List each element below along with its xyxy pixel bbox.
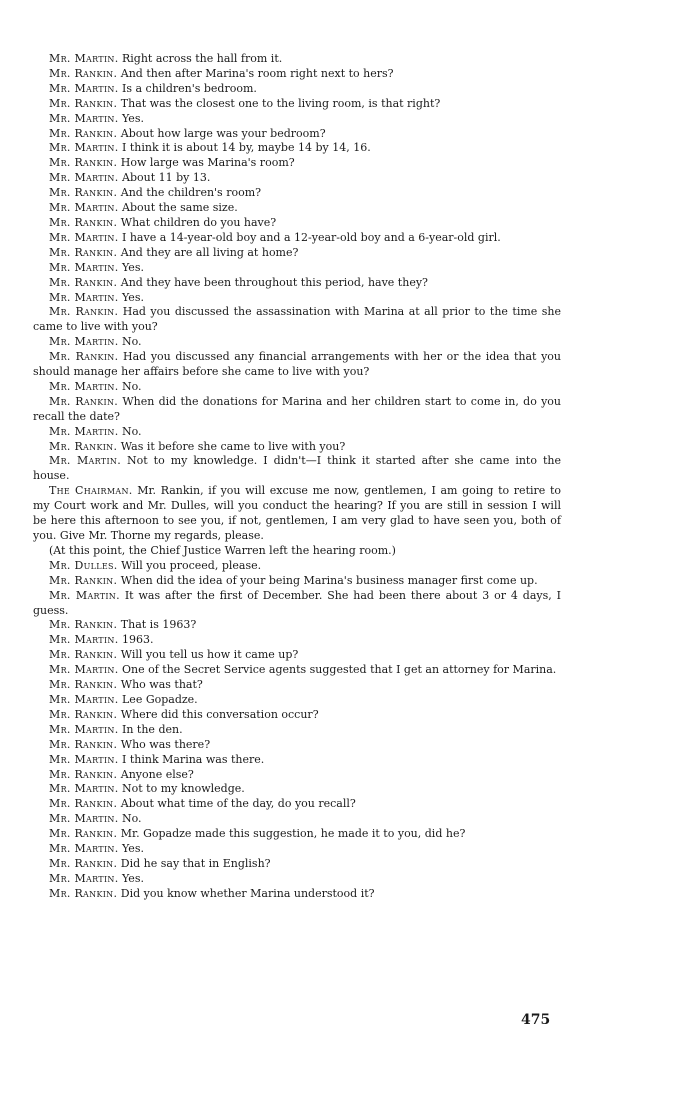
utterance-text: No.	[122, 424, 142, 438]
utterance-text: Will you proceed, please.	[121, 558, 262, 572]
utterance-text: Will you tell us how it came up?	[120, 648, 299, 662]
transcript-body	[33, 52, 561, 902]
speaker-label: Mr. Rankin.	[49, 275, 118, 289]
speaker-label: Mr. Martin.	[49, 871, 119, 885]
utterance-text: When did the idea of your being Marina's business manager first come up.	[120, 573, 538, 587]
speaker-label: Mr. Martin.	[49, 52, 119, 65]
speaker-label: Mr. Rankin.	[49, 678, 118, 692]
utterance-text: (At this point, the Chief Justice Warren left the hearing room.)	[49, 543, 396, 557]
transcript-paragraph	[33, 857, 561, 872]
speaker-label: The Chairman.	[49, 484, 133, 498]
transcript-paragraph	[33, 589, 561, 619]
transcript-paragraph	[33, 425, 561, 440]
transcript-paragraph	[33, 544, 561, 559]
speaker-label: Mr. Martin.	[49, 141, 119, 155]
utterance-text: Lee Gopadze.	[122, 692, 198, 706]
transcript-paragraph	[33, 648, 561, 663]
utterance-text: Anyone else?	[120, 767, 194, 781]
transcript-paragraph	[33, 440, 561, 455]
utterance-text: Did you know whether Marina understood it?	[120, 886, 375, 900]
transcript-paragraph	[33, 395, 561, 425]
speaker-label: Mr. Martin.	[49, 201, 119, 215]
speaker-label: Mr. Martin.	[49, 171, 119, 185]
speaker-label: Mr. Rankin.	[49, 305, 119, 319]
utterance-text: What children do you have?	[120, 215, 277, 229]
utterance-text: And then after Marina's room right next to hers?	[120, 66, 394, 80]
transcript-paragraph	[33, 753, 561, 768]
utterance-text: Is a children's bedroom.	[122, 81, 257, 95]
speaker-label: Mr. Rankin.	[49, 797, 118, 811]
utterance-text: How large was Marina's room?	[120, 156, 295, 170]
utterance-text: In the den.	[122, 722, 183, 736]
transcript-paragraph	[33, 246, 561, 261]
transcript-paragraph	[33, 872, 561, 887]
transcript-paragraph	[33, 335, 561, 350]
transcript-paragraph	[33, 887, 561, 902]
utterance-text: And the children's room?	[120, 186, 262, 200]
utterance-text: Who was there?	[120, 737, 211, 751]
speaker-label: Mr. Martin.	[49, 812, 119, 826]
utterance-text: Had you discussed the assassination with Marina at all prior to the time she came to live with you?	[33, 305, 561, 334]
utterance-text: That was the closest one to the living room, is that right?	[120, 96, 441, 110]
transcript-paragraph	[33, 305, 561, 335]
utterance-text: Yes.	[122, 260, 144, 274]
speaker-label: Mr. Martin.	[49, 111, 119, 125]
transcript-paragraph	[33, 559, 561, 574]
speaker-label: Mr. Martin.	[49, 379, 119, 393]
transcript-paragraph	[33, 708, 561, 723]
speaker-label: Mr. Rankin.	[49, 737, 118, 751]
transcript-paragraph	[33, 67, 561, 82]
transcript-paragraph	[33, 797, 561, 812]
speaker-label: Mr. Martin.	[49, 230, 119, 244]
speaker-label: Mr. Rankin.	[49, 439, 118, 453]
utterance-text: No.	[122, 379, 142, 393]
transcript-paragraph	[33, 484, 561, 544]
utterance-text: About how large was your bedroom?	[120, 126, 326, 140]
speaker-label: Mr. Martin.	[49, 588, 120, 602]
utterance-text: Yes.	[122, 871, 144, 885]
speaker-label: Mr. Rankin.	[49, 648, 118, 662]
utterance-text: Not to my knowledge.	[122, 782, 245, 796]
transcript-paragraph	[33, 82, 561, 97]
speaker-label: Mr. Martin.	[49, 663, 119, 677]
speaker-label: Mr. Rankin.	[49, 96, 118, 110]
transcript-paragraph	[33, 782, 561, 797]
utterance-text: I think Marina was there.	[122, 752, 265, 766]
transcript-paragraph	[33, 842, 561, 857]
utterance-text: That is 1963?	[120, 618, 197, 632]
utterance-text: 1963.	[122, 633, 154, 647]
speaker-label: Mr. Martin.	[49, 752, 119, 766]
transcript-paragraph	[33, 618, 561, 633]
utterance-text: Was it before she came to live with you?	[120, 439, 346, 453]
transcript-paragraph	[33, 768, 561, 783]
utterance-text: Mr. Rankin, if you will excuse me now, gentlemen, I am going to retire to my Court work and Mr. Dulles, will you conduct the hearing? If you are still in session I will be here this afternoon to see you, if not, gentlemen, I am very glad to have seen you, both of you. Give Mr. Thorne my regards, please.	[33, 484, 561, 542]
transcript-paragraph	[33, 291, 561, 306]
speaker-label: Mr. Martin.	[49, 81, 119, 95]
utterance-text: One of the Secret Service agents suggested that I get an attorney for Marina.	[122, 663, 557, 677]
speaker-label: Mr. Rankin.	[49, 245, 118, 259]
speaker-label: Mr. Rankin.	[49, 618, 118, 632]
speaker-label: Mr. Rankin.	[49, 66, 118, 80]
utterance-text: Had you discussed any financial arrangements with her or the idea that you should manage her affairs before she came to live with you?	[33, 350, 561, 379]
utterance-text: About what time of the day, do you recall?	[120, 797, 356, 811]
utterance-text: Mr. Gopadze made this suggestion, he made it to you, did he?	[120, 827, 466, 841]
transcript-paragraph	[33, 380, 561, 395]
speaker-label: Mr. Martin.	[49, 722, 119, 736]
transcript-paragraph	[33, 454, 561, 484]
transcript-paragraph	[33, 52, 561, 67]
transcript-paragraph	[33, 693, 561, 708]
speaker-label: Mr. Martin.	[49, 782, 119, 796]
transcript-paragraph	[33, 663, 561, 678]
utterance-text: Did he say that in English?	[120, 856, 271, 870]
utterance-text: About the same size.	[122, 201, 238, 215]
speaker-label: Mr. Dulles.	[49, 558, 118, 572]
transcript-paragraph	[33, 141, 561, 156]
utterance-text: I think it is about 14 by, maybe 14 by 14, 16.	[122, 141, 371, 155]
utterance-text: I have a 14-year-old boy and a 12-year-old boy and a 6-year-old girl.	[122, 230, 501, 244]
transcript-paragraph	[33, 574, 561, 589]
transcript-paragraph	[33, 276, 561, 291]
utterance-text: No.	[122, 335, 142, 349]
transcript-paragraph	[33, 171, 561, 186]
speaker-label: Mr. Rankin.	[49, 126, 118, 140]
transcript-paragraph	[33, 127, 561, 142]
transcript-paragraph	[33, 350, 561, 380]
utterance-text: Yes.	[122, 111, 144, 125]
utterance-text: Not to my knowledge. I didn't—I think it started after she came into the house.	[33, 454, 561, 483]
transcript-paragraph	[33, 827, 561, 842]
speaker-label: Mr. Rankin.	[49, 350, 119, 364]
speaker-label: Mr. Rankin.	[49, 156, 118, 170]
speaker-label: Mr. Rankin.	[49, 707, 118, 721]
utterance-text: About 11 by 13.	[122, 171, 211, 185]
utterance-text: Right across the hall from it.	[122, 52, 283, 65]
speaker-label: Mr. Martin.	[49, 633, 119, 647]
utterance-text: Where did this conversation occur?	[120, 707, 319, 721]
speaker-label: Mr. Martin.	[49, 290, 119, 304]
utterance-text: When did the donations for Marina and her children start to come in, do you recall the date?	[33, 394, 562, 423]
speaker-label: Mr. Rankin.	[49, 856, 118, 870]
transcript-paragraph	[33, 186, 561, 201]
utterance-text: Yes.	[122, 290, 144, 304]
transcript-paragraph	[33, 723, 561, 738]
transcript-paragraph	[33, 231, 561, 246]
transcript-paragraph	[33, 156, 561, 171]
speaker-label: Mr. Martin.	[49, 842, 119, 856]
speaker-label: Mr. Martin.	[49, 454, 121, 468]
speaker-label: Mr. Rankin.	[49, 573, 118, 587]
speaker-label: Mr. Martin.	[49, 335, 119, 349]
utterance-text: No.	[122, 812, 142, 826]
transcript-paragraph	[33, 633, 561, 648]
transcript-paragraph	[33, 97, 561, 112]
transcript-paragraph	[33, 738, 561, 753]
speaker-label: Mr. Martin.	[49, 424, 119, 438]
transcript-paragraph	[33, 216, 561, 231]
transcript-paragraph	[33, 112, 561, 127]
speaker-label: Mr. Rankin.	[49, 394, 119, 408]
transcript-paragraph	[33, 201, 561, 216]
speaker-label: Mr. Rankin.	[49, 215, 118, 229]
transcript-paragraph	[33, 678, 561, 693]
transcript-paragraph	[33, 812, 561, 827]
speaker-label: Mr. Martin.	[49, 692, 119, 706]
speaker-label: Mr. Rankin.	[49, 767, 118, 781]
utterance-text: Yes.	[122, 842, 144, 856]
speaker-label: Mr. Martin.	[49, 260, 119, 274]
utterance-text: And they are all living at home?	[120, 245, 299, 259]
page-number: 475	[521, 1012, 551, 1028]
utterance-text: Who was that?	[120, 678, 203, 692]
transcript-paragraph	[33, 261, 561, 276]
utterance-text: It was after the first of December. She had been there about 3 or 4 days, I guess.	[33, 588, 561, 617]
speaker-label: Mr. Rankin.	[49, 827, 118, 841]
speaker-label: Mr. Rankin.	[49, 886, 118, 900]
utterance-text: And they have been throughout this period, have they?	[120, 275, 428, 289]
speaker-label: Mr. Rankin.	[49, 186, 118, 200]
